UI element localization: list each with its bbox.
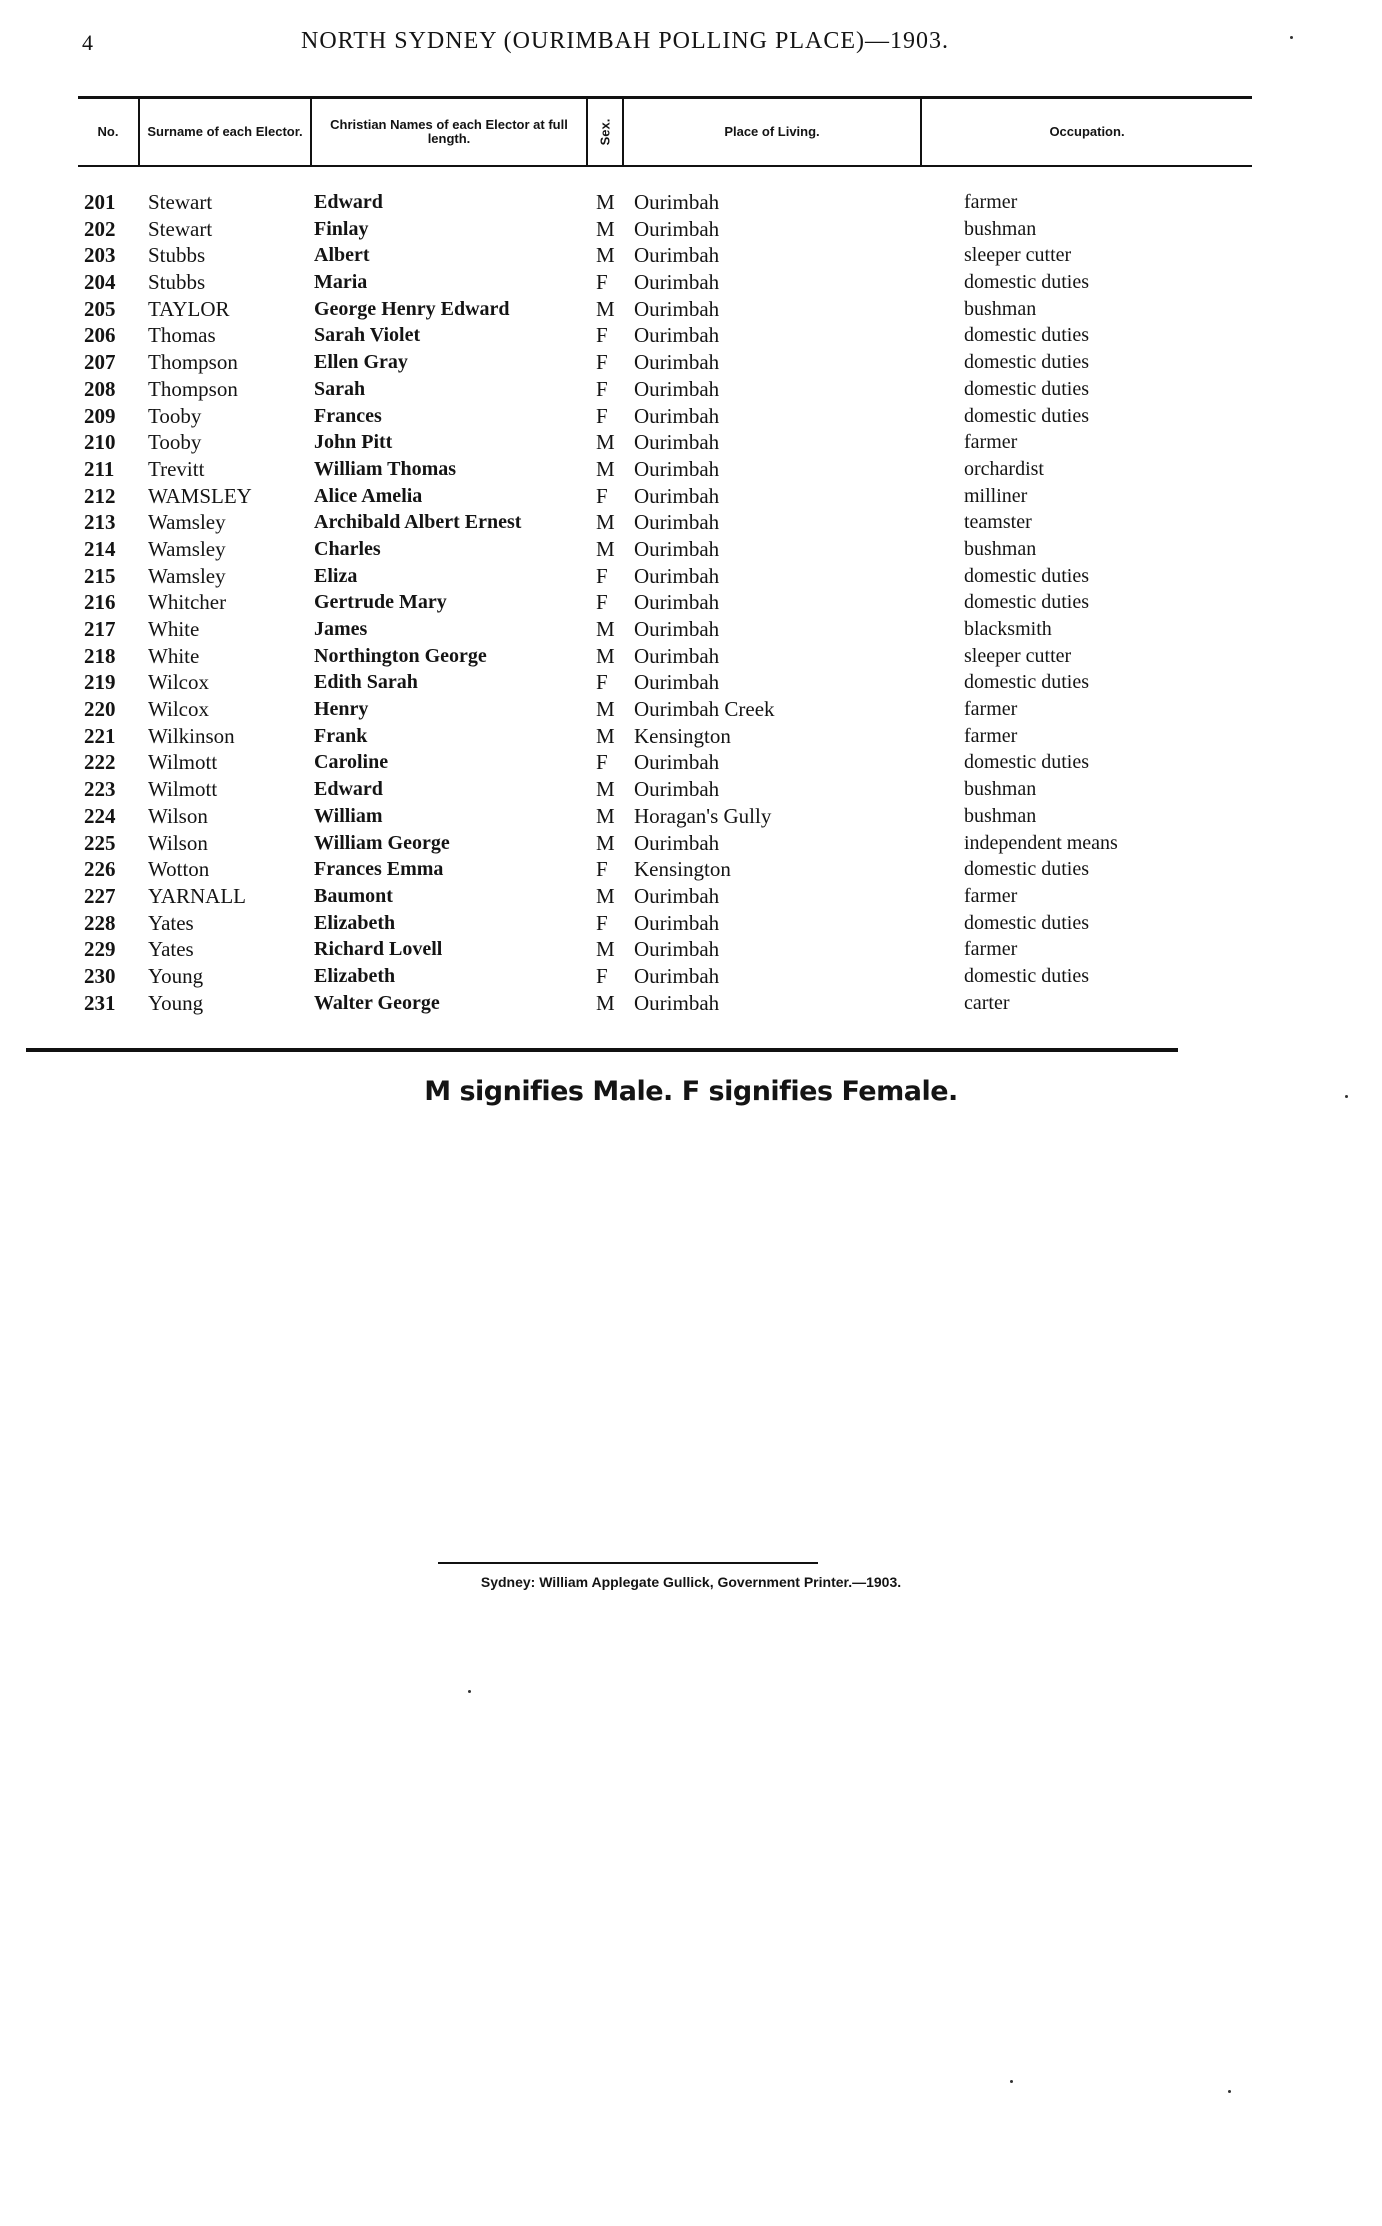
elector-place: Ourimbah: [634, 376, 720, 401]
header-occupation: Occupation.: [1049, 124, 1125, 139]
elector-surname: Yates: [148, 937, 194, 962]
elector-christian-names: Edward: [314, 778, 383, 801]
elector-number: 231: [84, 990, 116, 1015]
table-row: [0, 403, 1382, 430]
elector-occupation: domestic duties: [964, 324, 1089, 347]
elector-place: Ourimbah: [634, 296, 720, 321]
elector-christian-names: John Pitt: [314, 431, 393, 454]
elector-occupation: domestic duties: [964, 671, 1089, 694]
elector-surname: Stubbs: [148, 270, 206, 295]
elector-place: Ourimbah: [634, 190, 720, 214]
elector-christian-names: Caroline: [314, 751, 389, 774]
elector-christian-names: Richard Lovell: [314, 938, 443, 961]
elector-place: Ourimbah: [634, 670, 720, 695]
elector-surname: Yates: [148, 910, 194, 935]
header-sex: [588, 99, 624, 165]
print-speck: [1345, 1095, 1348, 1098]
elector-sex: M: [596, 697, 615, 722]
elector-surname: Stubbs: [148, 243, 206, 268]
elector-occupation: teamster: [964, 511, 1032, 534]
elector-surname: Thompson: [148, 350, 238, 375]
elector-place: Ourimbah: [634, 750, 720, 775]
elector-place: Ourimbah: [634, 243, 720, 268]
elector-surname: Wilkinson: [148, 723, 235, 748]
table-row: [0, 216, 1382, 243]
elector-place: Ourimbah: [634, 643, 720, 668]
table-row: [0, 376, 1382, 403]
elector-sex: M: [596, 777, 615, 802]
elector-number: 204: [84, 270, 116, 295]
elector-christian-names: Walter George: [314, 991, 440, 1014]
elector-occupation: bushman: [964, 537, 1037, 560]
elector-sex: F: [596, 590, 608, 615]
elector-number: 227: [84, 883, 116, 908]
elector-number: 201: [84, 190, 116, 214]
elector-place: Ourimbah: [634, 350, 720, 375]
elector-surname: WAMSLEY: [148, 483, 252, 508]
elector-number: 208: [84, 376, 116, 401]
table-row: [0, 990, 1382, 1017]
elector-christian-names: Alice Amelia: [314, 484, 423, 507]
elector-place: Ourimbah: [634, 456, 720, 481]
elector-occupation: milliner: [964, 484, 1028, 507]
elector-place: Ourimbah: [634, 430, 720, 455]
elector-christian-names: Gertrude Mary: [314, 591, 447, 614]
elector-christian-names: James: [314, 618, 368, 640]
elector-surname: Wotton: [148, 857, 210, 882]
elector-surname: Whitcher: [148, 590, 227, 615]
elector-christian-names: Northington George: [314, 644, 487, 667]
elector-occupation: farmer: [964, 698, 1018, 721]
elector-number: 222: [84, 750, 116, 775]
elector-sex: F: [596, 963, 608, 988]
elector-christian-names: Maria: [314, 271, 368, 294]
elector-surname: White: [148, 617, 200, 641]
table-row: [0, 429, 1382, 456]
elector-occupation: domestic duties: [964, 564, 1089, 587]
table-row: [0, 563, 1382, 590]
print-speck: [468, 1690, 471, 1693]
elector-place: Kensington: [634, 723, 731, 748]
elector-surname: YARNALL: [148, 883, 246, 908]
table-row: [0, 242, 1382, 269]
elector-surname: Stewart: [148, 216, 213, 241]
elector-sex: M: [596, 456, 615, 481]
elector-number: 207: [84, 350, 116, 375]
printer-imprint: Sydney: William Applegate Gullick, Government Printer.—1903.: [480, 1574, 902, 1590]
elector-number: 219: [84, 670, 116, 695]
elector-number: 205: [84, 296, 116, 321]
elector-sex: M: [596, 643, 615, 668]
table-row: [0, 883, 1382, 910]
elector-number: 230: [84, 963, 116, 988]
elector-surname: TAYLOR: [148, 296, 230, 321]
elector-number: 217: [84, 617, 116, 641]
elector-christian-names: Henry: [314, 698, 369, 721]
elector-place: Ourimbah: [634, 403, 720, 428]
elector-surname: Wilson: [148, 830, 208, 855]
elector-surname: Thompson: [148, 376, 238, 401]
elector-occupation: bushman: [964, 217, 1037, 240]
table-row: [0, 643, 1382, 670]
elector-number: 210: [84, 430, 116, 455]
elector-occupation: domestic duties: [964, 351, 1089, 374]
elector-occupation: sleeper cutter: [964, 644, 1072, 667]
elector-occupation: sleeper cutter: [964, 244, 1072, 267]
elector-place: Ourimbah: [634, 270, 720, 295]
elector-christian-names: Frances Emma: [314, 858, 444, 881]
elector-occupation: blacksmith: [964, 618, 1052, 640]
print-speck: [1290, 36, 1293, 39]
elector-occupation: domestic duties: [964, 911, 1089, 934]
elector-occupation: domestic duties: [964, 751, 1089, 774]
imprint-rule: [438, 1562, 818, 1564]
elector-sex: M: [596, 216, 615, 241]
elector-surname: Tooby: [148, 403, 202, 428]
elector-number: 225: [84, 830, 116, 855]
elector-christian-names: William George: [314, 831, 450, 854]
table-row: [0, 536, 1382, 563]
elector-surname: White: [148, 643, 200, 668]
elector-number: 212: [84, 483, 116, 508]
elector-christian-names: Ellen Gray: [314, 351, 408, 374]
header-sex-label: Sex.: [597, 118, 612, 146]
header-place: Place of Living.: [624, 99, 922, 165]
table-bottom-rule: [26, 1048, 1178, 1052]
elector-occupation: orchardist: [964, 457, 1044, 480]
elector-place: Ourimbah: [634, 830, 720, 855]
elector-sex: M: [596, 536, 615, 561]
elector-place: Ourimbah: [634, 910, 720, 935]
elector-christian-names: Sarah Violet: [314, 324, 421, 347]
elector-sex: M: [596, 830, 615, 855]
table-row: [0, 696, 1382, 723]
elector-surname: Young: [148, 963, 204, 988]
elector-occupation: domestic duties: [964, 964, 1089, 987]
elector-christian-names: George Henry Edward: [314, 297, 510, 320]
elector-occupation: farmer: [964, 884, 1018, 907]
table-row: [0, 456, 1382, 483]
elector-list: [0, 189, 1382, 1016]
elector-sex: F: [596, 750, 608, 775]
elector-place: Ourimbah: [634, 937, 720, 962]
elector-occupation: farmer: [964, 938, 1018, 961]
elector-number: 221: [84, 723, 116, 748]
elector-number: 218: [84, 643, 116, 668]
page-title: NORTH SYDNEY (OURIMBAH POLLING PLACE)—1903.: [301, 28, 949, 54]
table-row: [0, 296, 1382, 323]
elector-sex: M: [596, 723, 615, 748]
elector-christian-names: Elizabeth: [314, 964, 396, 987]
elector-number: 214: [84, 536, 116, 561]
elector-christian-names: Charles: [314, 537, 381, 560]
elector-sex: F: [596, 563, 608, 588]
elector-place: Ourimbah: [634, 483, 720, 508]
print-speck: [1010, 2080, 1013, 2083]
elector-christian-names: Elizabeth: [314, 911, 396, 934]
elector-christian-names: Edith Sarah: [314, 671, 418, 694]
elector-sex: M: [596, 883, 615, 908]
elector-christian-names: Frances: [314, 404, 382, 427]
elector-sex: F: [596, 483, 608, 508]
elector-number: 220: [84, 697, 116, 722]
elector-occupation: bushman: [964, 804, 1037, 827]
elector-place: Ourimbah: [634, 883, 720, 908]
elector-surname: Tooby: [148, 430, 202, 455]
elector-sex: M: [596, 190, 615, 214]
table-row: [0, 749, 1382, 776]
table-row: [0, 830, 1382, 857]
elector-occupation: domestic duties: [964, 591, 1089, 614]
elector-surname: Wamsley: [148, 536, 226, 561]
elector-surname: Trevitt: [148, 456, 205, 481]
elector-number: 213: [84, 510, 116, 535]
table-row: [0, 189, 1382, 216]
elector-place: Kensington: [634, 857, 731, 882]
elector-number: 211: [84, 456, 115, 481]
table-row: [0, 776, 1382, 803]
elector-occupation: farmer: [964, 191, 1018, 213]
elector-place: Ourimbah: [634, 536, 720, 561]
elector-christian-names: Eliza: [314, 564, 358, 587]
elector-surname: Wilson: [148, 803, 208, 828]
elector-sex: F: [596, 403, 608, 428]
elector-surname: Wamsley: [148, 563, 226, 588]
elector-surname: Thomas: [148, 323, 216, 348]
elector-place: Ourimbah: [634, 510, 720, 535]
elector-occupation: domestic duties: [964, 404, 1089, 427]
elector-occupation: farmer: [964, 431, 1018, 454]
elector-sex: F: [596, 910, 608, 935]
elector-sex: F: [596, 323, 608, 348]
sex-legend: M signifies Male. F signifies Female.: [424, 1076, 958, 1107]
elector-place: Ourimbah: [634, 590, 720, 615]
elector-number: 203: [84, 243, 116, 268]
elector-christian-names: William: [314, 804, 383, 827]
elector-occupation: domestic duties: [964, 271, 1089, 294]
elector-place: Ourimbah: [634, 990, 720, 1015]
elector-number: 215: [84, 563, 116, 588]
elector-christian-names: Archibald Albert Ernest: [314, 511, 522, 534]
elector-number: 202: [84, 216, 116, 241]
table-row: [0, 616, 1382, 643]
elector-occupation: carter: [964, 991, 1010, 1014]
elector-christian-names: Sarah: [314, 377, 366, 400]
table-row: [0, 803, 1382, 830]
elector-occupation: bushman: [964, 778, 1037, 801]
elector-surname: Stewart: [148, 190, 213, 214]
elector-christian-names: Edward: [314, 191, 383, 213]
elector-surname: Wilcox: [148, 697, 209, 722]
elector-number: 229: [84, 937, 116, 962]
elector-occupation: farmer: [964, 724, 1018, 747]
elector-number: 223: [84, 777, 116, 802]
table-row: [0, 910, 1382, 937]
elector-sex: M: [596, 937, 615, 962]
table-row: [0, 349, 1382, 376]
elector-christian-names: Baumont: [314, 884, 393, 907]
table-row: [0, 589, 1382, 616]
elector-surname: Wilcox: [148, 670, 209, 695]
elector-number: 209: [84, 403, 116, 428]
elector-surname: Wilmott: [148, 750, 218, 775]
elector-surname: Wilmott: [148, 777, 218, 802]
print-speck: [1228, 2090, 1231, 2093]
elector-place: Ourimbah: [634, 563, 720, 588]
elector-place: Horagan's Gully: [634, 803, 772, 828]
elector-place: Ourimbah: [634, 617, 720, 641]
elector-occupation: independent means: [964, 831, 1118, 854]
elector-sex: M: [596, 803, 615, 828]
elector-place: Ourimbah: [634, 216, 720, 241]
elector-sex: M: [596, 296, 615, 321]
elector-sex: F: [596, 857, 608, 882]
header-surname: Surname of each Elector.: [140, 99, 312, 165]
elector-surname: Wamsley: [148, 510, 226, 535]
elector-sex: F: [596, 376, 608, 401]
elector-number: 206: [84, 323, 116, 348]
table-header: [78, 96, 1252, 167]
elector-christian-names: Frank: [314, 724, 368, 747]
header-no: No.: [78, 99, 140, 165]
table-row: [0, 322, 1382, 349]
table-row: [0, 483, 1382, 510]
table-row: [0, 936, 1382, 963]
page-number: 4: [82, 30, 93, 55]
elector-christian-names: William Thomas: [314, 457, 457, 480]
table-row: [0, 669, 1382, 696]
elector-sex: F: [596, 350, 608, 375]
table-row: [0, 509, 1382, 536]
elector-sex: F: [596, 270, 608, 295]
elector-sex: M: [596, 617, 615, 641]
elector-occupation: domestic duties: [964, 377, 1089, 400]
table-row: [0, 269, 1382, 296]
elector-place: Ourimbah: [634, 777, 720, 802]
header-christian-names: Christian Names of each Elector at full length.: [312, 99, 588, 165]
elector-number: 216: [84, 590, 116, 615]
elector-number: 228: [84, 910, 116, 935]
table-row: [0, 963, 1382, 990]
elector-occupation: bushman: [964, 297, 1037, 320]
elector-occupation: domestic duties: [964, 858, 1089, 881]
elector-place: Ourimbah: [634, 963, 720, 988]
elector-place: Ourimbah: [634, 323, 720, 348]
table-row: [0, 856, 1382, 883]
elector-sex: M: [596, 990, 615, 1015]
elector-surname: Young: [148, 990, 204, 1015]
elector-christian-names: Finlay: [314, 217, 369, 240]
elector-sex: M: [596, 510, 615, 535]
table-row: [0, 723, 1382, 750]
elector-christian-names: Albert: [314, 244, 370, 267]
elector-sex: F: [596, 670, 608, 695]
elector-sex: M: [596, 430, 615, 455]
elector-number: 224: [84, 803, 116, 828]
elector-place: Ourimbah Creek: [634, 697, 775, 722]
elector-sex: M: [596, 243, 615, 268]
elector-number: 226: [84, 857, 116, 882]
